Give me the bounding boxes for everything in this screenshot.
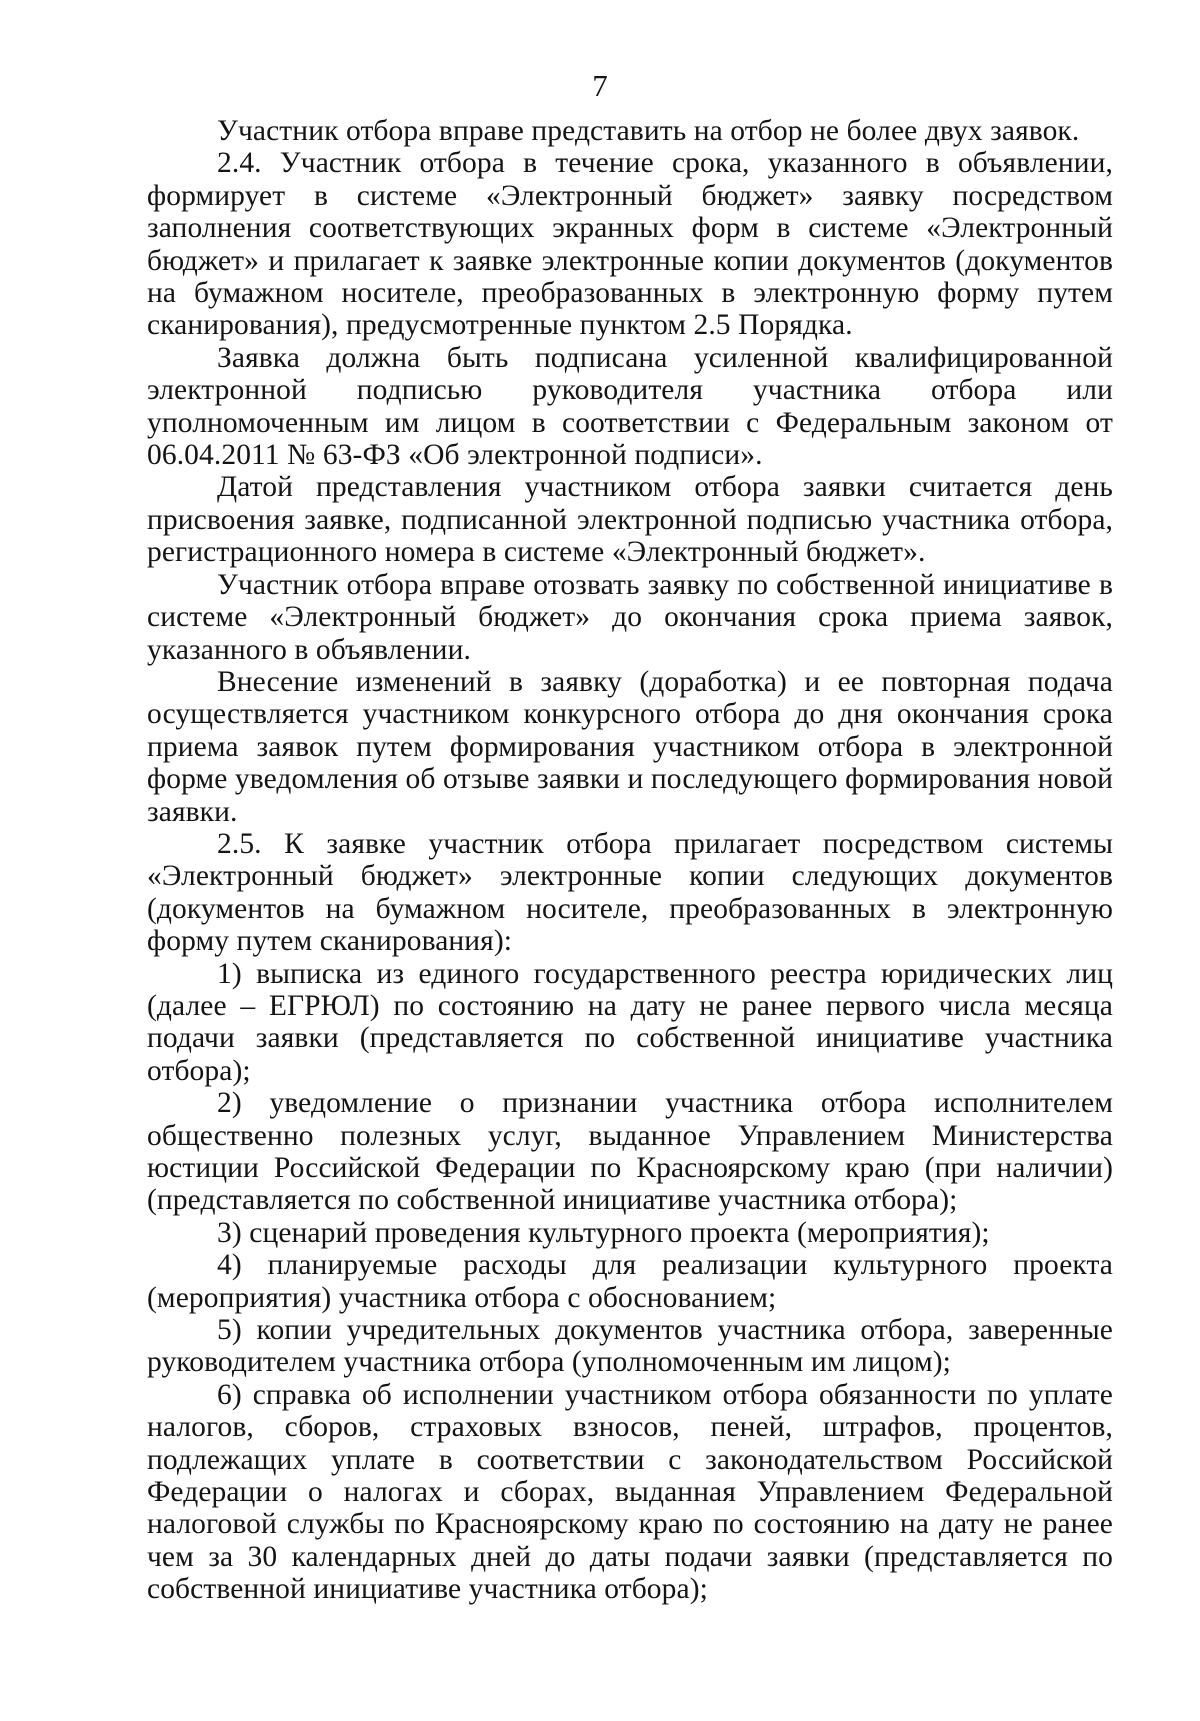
paragraph-limit-applications: Участник отбора вправе представить на отбор не более двух заявок. bbox=[217, 115, 1080, 147]
list-item-5: 5) копии учредительных документов участника отбора, заверенные руководителем участника отбора (уполномоченным им лицом); bbox=[147, 1314, 1113, 1379]
list-item-6: 6) справка об исполнении участником отбора обязанности по уплате налогов, сборов, страховых взносов, пеней, штрафов, процентов, подлежащих уплате в соответствии с законодательством Российской Федерации о налогах и сборах, выданная Управлением Федеральной налоговой службы по Красноярскому краю по состоянию на дату не ранее чем за 30 календарных дней до даты подачи заявки (представляется по собственной инициативе участника отбора); bbox=[147, 1378, 1113, 1606]
paragraph-2-5: 2.5. К заявке участник отбора прилагает посредством системы «Электронный бюджет» электронные копии следующих документов (документов на бумажном носителе, преобразованных в электронную форму путем сканирования): bbox=[147, 827, 1113, 958]
list-item-2: 2) уведомление о признании участника отбора исполнителем общественно полезных услуг, выданное Управлением Министерства юстиции Российской Федерации по Красноярскому краю (при наличии) (представляется по собственной инициативе участника отбора); bbox=[147, 1087, 1113, 1217]
paragraph-signature: Заявка должна быть подписана усиленной квалифицированной электронной подписью руководителя участника отбора или уполномоченным им лицом в соответствии с Федеральным законом от 06.04.2011 № 63-ФЗ «Об электронной подписи». bbox=[147, 341, 1113, 472]
list-item-1: 1) выписка из единого государственного реестра юридических лиц (далее – ЕГРЮЛ) по состоянию на дату не ранее первого числа месяца подачи заявки (представляется по собственной инициативе участника отбора); bbox=[147, 957, 1113, 1087]
paragraph-2-4: 2.4. Участник отбора в течение срока, указанного в объявлении, формирует в системе «Электронный бюджет» заявку посредством заполнения соответствующих экранных форм в системе «Электронный бюджет» и прилагает к заявке электронные копии документов (документов на бумажном носителе, преобразованных в электронную форму путем сканирования), предусмотренные пунктом 2.5 Порядка. bbox=[147, 147, 1113, 342]
paragraph-changes: Внесение изменений в заявку (доработка) и ее повторная подача осуществляется участником конкурсного отбора до дня окончания срока приема заявок путем формирования участником отбора в электронной форме уведомления об отзыве заявки и последующего формирования новой заявки. bbox=[147, 665, 1113, 828]
paragraph-submission-date: Датой представления участником отбора заявки считается день присвоения заявке, подписанной электронной подписью участника отбора, регистрационного номера в системе «Электронный бюджет». bbox=[147, 471, 1113, 569]
page-number: 7 bbox=[592, 68, 608, 103]
paragraph-withdraw: Участник отбора вправе отозвать заявку по собственной инициативе в системе «Электронный бюджет» до окончания срока приема заявок, указанного в объявлении. bbox=[147, 568, 1113, 666]
list-item-3: 3) сценарий проведения культурного проекта (мероприятия); bbox=[217, 1216, 990, 1249]
list-item-4: 4) планируемые расходы для реализации культурного проекта (мероприятия) участника отбора с обоснованием; bbox=[147, 1249, 1113, 1314]
document-body bbox=[147, 115, 1113, 1606]
